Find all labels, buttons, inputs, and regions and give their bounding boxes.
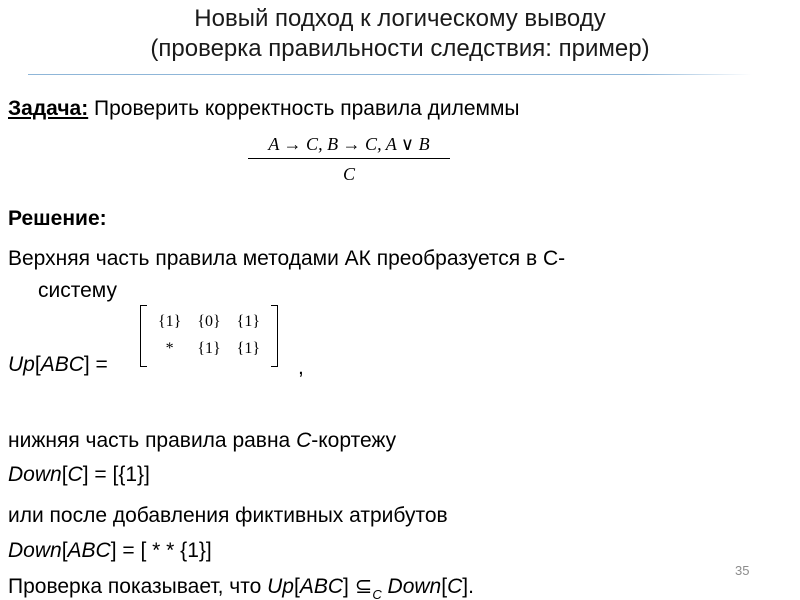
check-down-arg: C <box>447 575 463 598</box>
rule-denominator: C <box>342 164 355 184</box>
matrix-left-bracket <box>140 305 147 367</box>
matrix-row <box>150 308 268 335</box>
up-arg: ABC <box>40 353 84 376</box>
down-abc-func: Down <box>8 539 62 562</box>
subset-relation-symbol: ⊆ <box>354 575 373 598</box>
down-c-func: Down <box>8 463 62 486</box>
slide-number: 35 <box>735 563 750 578</box>
up-abc-expression <box>8 352 108 378</box>
up-bracket-open: [ <box>34 353 41 376</box>
matrix-cell: {1} <box>157 312 182 330</box>
matrix-cell: {1} <box>236 312 260 330</box>
task-text: Проверить корректность правила дилеммы <box>88 97 520 120</box>
down-abc-arg: ABC <box>67 539 111 562</box>
check-text-pre: Проверка показывает, что <box>8 575 268 598</box>
check-down-func: Down <box>387 575 442 598</box>
dilemma-rule-formula <box>248 133 450 185</box>
check-up-close: ] <box>343 575 355 598</box>
matrix-cell: {1} <box>236 339 260 357</box>
matrix-cell: {1} <box>197 339 221 357</box>
slide-title <box>0 4 800 64</box>
down-abc-expression <box>8 538 212 564</box>
slide-title-line2: (проверка правильности следствия: пример) <box>150 35 650 62</box>
solution-line1: Верхняя часть правила методами АК преобразуется в С- <box>8 247 566 270</box>
matrix-right-bracket <box>271 305 278 367</box>
c-system-matrix <box>140 305 278 367</box>
matrix-cell: {0} <box>197 312 221 330</box>
rule-numerator: A → C, B → C, A ∨ B <box>268 134 430 154</box>
lower-text-pre: нижняя часть правила равна <box>8 429 297 452</box>
fraction-bar <box>248 158 450 159</box>
check-up-open: [ <box>294 575 300 598</box>
title-divider <box>28 74 752 75</box>
solution-line2: систему <box>38 279 117 302</box>
check-up-func: Up <box>267 575 294 598</box>
lower-part-line <box>8 428 396 454</box>
slide-title-line1: Новый подход к логическому выводу <box>194 5 606 32</box>
check-up-arg: ABC <box>299 575 344 598</box>
down-c-arg: C <box>67 463 83 486</box>
up-func: Up <box>8 353 35 376</box>
task-line <box>8 96 520 122</box>
down-c-expression <box>8 462 150 488</box>
down-abc-open: [ <box>61 539 68 562</box>
dummy-attributes-line: или после добавления фиктивных атрибутов <box>8 504 448 527</box>
matrix-body <box>150 308 268 362</box>
down-abc-rest: ] = [ * * {1}] <box>110 539 212 562</box>
lower-text-italic: С <box>296 429 312 452</box>
lower-text-post: -кортежу <box>311 429 397 452</box>
solution-label: Решение: <box>8 207 107 230</box>
check-down-open: [ <box>441 575 448 598</box>
down-c-open: [ <box>61 463 68 486</box>
task-label: Задача: <box>8 97 89 120</box>
matrix-row <box>150 335 268 362</box>
up-bracket-close: ] = <box>83 353 108 376</box>
down-c-rest: ] = [{1}] <box>82 463 150 486</box>
check-down-close: ]. <box>462 575 474 598</box>
matrix-trailing-comma: , <box>298 356 304 379</box>
matrix-cell: * <box>165 339 174 357</box>
subset-relation-subscript: C <box>372 587 382 600</box>
check-conclusion-line <box>8 574 474 600</box>
